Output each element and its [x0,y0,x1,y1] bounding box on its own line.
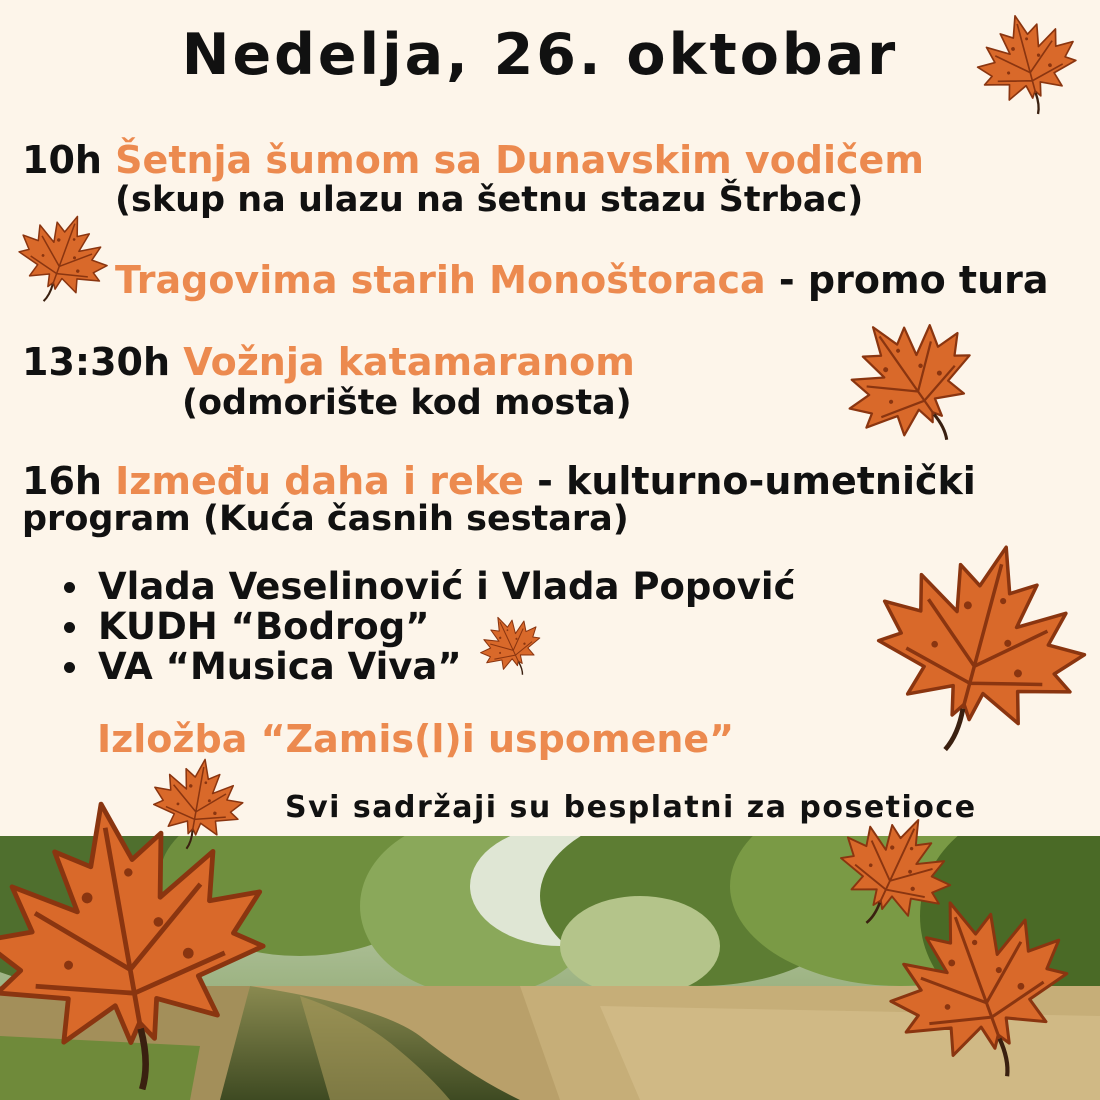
event-name: Između daha i reke [115,459,524,503]
event-promo-tour [115,258,1049,302]
maple-leaf-icon [870,535,1090,755]
list-item: VA “Musica Viva” [58,647,796,687]
page-title: Nedelja, 26. oktobar [181,22,899,88]
event-suffix: - promo tura [765,258,1049,302]
maple-leaf-icon [0,790,275,1090]
event-name: Šetnja šumom sa Dunavskim vodičem [115,138,924,182]
event-suffix: - kulturno-umetnički [523,459,976,503]
event-time: 16h [22,459,102,503]
event-name: Tragovima starih Monoštoraca [115,258,766,302]
list-item: Vlada Veselinović i Vlada Popović [58,567,796,607]
event-location: program (Kuća časnih sestara) [22,499,629,539]
event-walk [22,138,924,182]
maple-leaf-icon [885,890,1075,1080]
exhibition-title: Izložba “Zamis(l)i uspomene” [97,717,735,761]
event-location: (skup na ulazu na šetnu stazu Štrbac) [115,180,864,220]
free-entry-note: Svi sadržaji su besplatni za posetioce [285,790,977,825]
maple-leaf-icon [15,210,110,305]
event-time: 13:30h [22,340,171,384]
maple-leaf-icon [975,10,1080,115]
event-location: (odmorište kod mosta) [182,383,632,423]
performer-list [58,567,796,687]
list-item: KUDH “Bodrog” [58,607,796,647]
event-catamaran [22,340,635,384]
maple-leaf-icon [478,612,543,677]
event-name: Vožnja katamaranom [183,340,635,384]
event-time: 10h [22,138,102,182]
maple-leaf-icon [840,310,980,450]
